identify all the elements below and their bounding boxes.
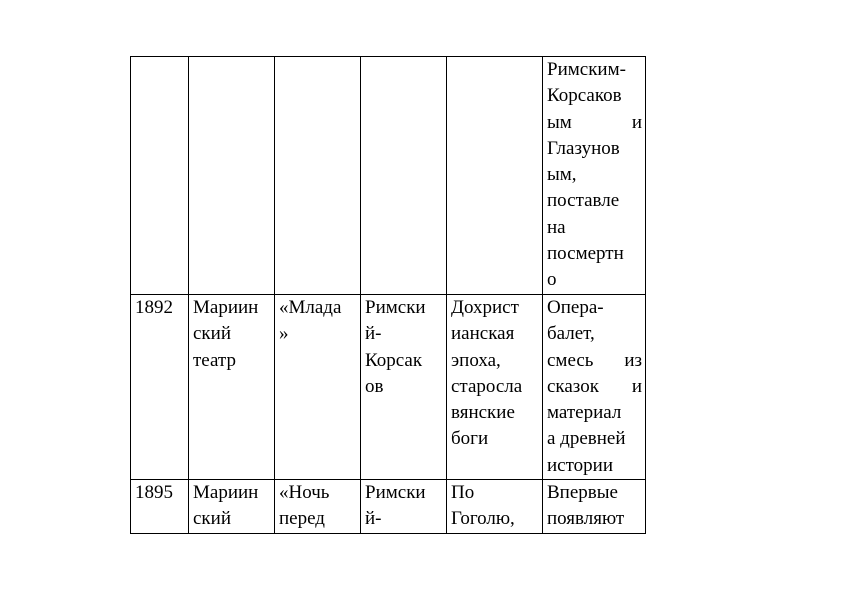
note-line: истории bbox=[547, 454, 613, 476]
note-line bbox=[547, 348, 642, 374]
note-line: балет, bbox=[547, 323, 595, 345]
note-line: Корсаков bbox=[547, 85, 622, 107]
note-line: и bbox=[631, 111, 642, 133]
note-line bbox=[547, 374, 642, 400]
opera-table bbox=[130, 56, 646, 534]
cell-theatre: Мариин ский театр bbox=[189, 295, 275, 480]
note-line-justified bbox=[547, 110, 642, 136]
note-line: ым, bbox=[547, 164, 577, 186]
note-line: а древней bbox=[547, 428, 626, 450]
cell-note bbox=[543, 295, 646, 480]
cell-theatre bbox=[189, 57, 275, 295]
cell-note: Впервые появляют bbox=[543, 480, 646, 534]
cell-subject: По Гоголю, bbox=[447, 480, 543, 534]
note-line: Опера- bbox=[547, 297, 604, 318]
cell-subject: Дохрист ианская эпоха, старосла вянские боги bbox=[447, 295, 543, 480]
note-line: ым bbox=[547, 111, 572, 133]
cell-title: «Ночь перед bbox=[275, 480, 361, 534]
note-line: на bbox=[547, 216, 566, 238]
cell-year: 1895 bbox=[131, 480, 189, 534]
cell-subject bbox=[447, 57, 543, 295]
cell-title bbox=[275, 57, 361, 295]
note-word: из bbox=[624, 349, 642, 371]
cell-note bbox=[543, 57, 646, 295]
table-row bbox=[131, 57, 646, 295]
note-word: и bbox=[631, 375, 642, 397]
note-line: посмертн bbox=[547, 243, 624, 265]
cell-year: 1892 bbox=[131, 295, 189, 480]
note-line: Глазунов bbox=[547, 137, 620, 159]
table-row bbox=[131, 295, 646, 480]
cell-composer: Римски й- Корсак ов bbox=[361, 295, 447, 480]
note-line: материал bbox=[547, 402, 622, 424]
note-word: смесь bbox=[547, 349, 594, 371]
note-word: сказок bbox=[547, 375, 599, 397]
cell-theatre: Мариин ский bbox=[189, 480, 275, 534]
note-line: поставле bbox=[547, 190, 620, 212]
cell-year bbox=[131, 57, 189, 295]
table-row bbox=[131, 480, 646, 534]
cell-composer bbox=[361, 57, 447, 295]
cell-composer: Римски й- bbox=[361, 480, 447, 534]
note-line: о bbox=[547, 269, 557, 291]
note-line: Римским- bbox=[547, 59, 626, 80]
cell-title: «Млада » bbox=[275, 295, 361, 480]
